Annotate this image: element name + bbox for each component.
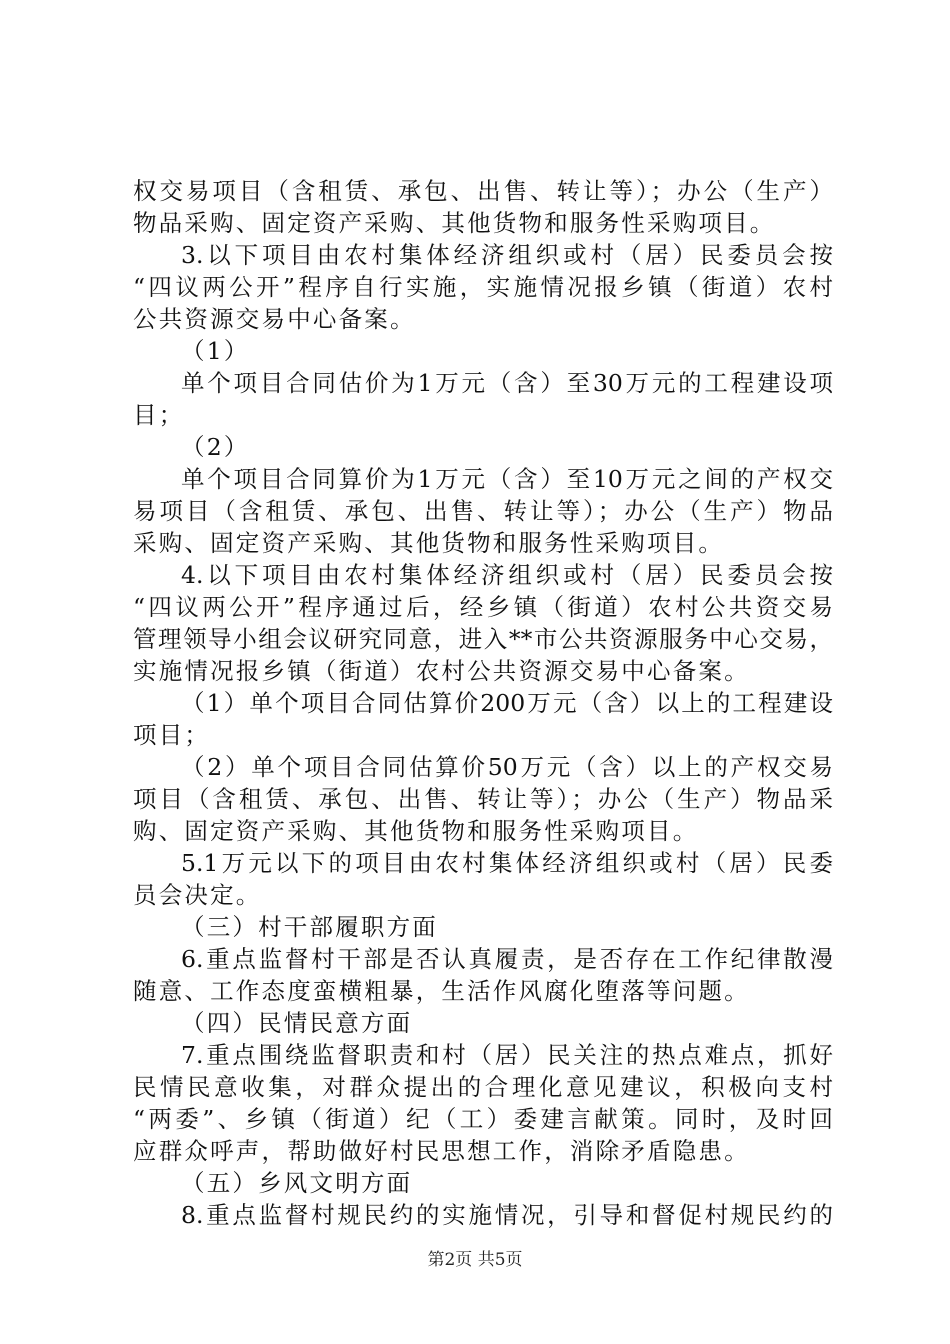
text-line: “两委”、乡镇（街道）纪（工）委建言献策。同时，及时回: [133, 1105, 833, 1133]
text-line: 8.重点监督村规民约的实施情况，引导和督促村规民约的: [181, 1201, 833, 1229]
text-line: 易项目（含租赁、承包、出售、转让等）；办公（生产）物品: [133, 497, 833, 525]
text-line: 管理领导小组会议研究同意，进入**市公共资源服务中心交易，: [133, 625, 833, 653]
text-line: 项目（含租赁、承包、出售、转让等）；办公（生产）物品采: [133, 785, 833, 813]
text-line: 购、固定资产采购、其他货物和服务性采购项目。: [133, 817, 699, 845]
text-line: 公共资源交易中心备案。: [133, 305, 416, 333]
text-line: 7.重点围绕监督职责和村（居）民关注的热点难点，抓好: [181, 1041, 833, 1069]
text-line: 员会决定。: [133, 881, 262, 909]
text-line: 物品采购、固定资产采购、其他货物和服务性采购项目。: [133, 209, 776, 237]
text-line: 实施情况报乡镇（街道）农村公共资源交易中心备案。: [133, 657, 750, 685]
text-line: 随意、工作态度蛮横粗暴，生活作风腐化堕落等问题。: [133, 977, 750, 1005]
section-heading: （三）村干部履职方面: [181, 913, 438, 941]
text-line: 单个项目合同估价为1万元（含）至30万元的工程建设项: [181, 369, 833, 397]
text-line: 单个项目合同算价为1万元（含）至10万元之间的产权交: [181, 465, 833, 493]
text-line: 5.1万元以下的项目由农村集体经济组织或村（居）民委: [181, 849, 833, 877]
text-line: 民情民意收集，对群众提出的合理化意见建议，积极向支村: [133, 1073, 833, 1101]
text-line: 采购、固定资产采购、其他货物和服务性采购项目。: [133, 529, 725, 557]
page-number-footer: 第2页 共5页: [427, 1250, 523, 1270]
text-line: 项目；: [133, 721, 211, 749]
text-line: 目；: [133, 401, 185, 429]
section-heading: （四）民情民意方面: [181, 1009, 413, 1037]
text-line: 4.以下项目由农村集体经济组织或村（居）民委员会按: [181, 561, 833, 589]
text-line: 3.以下项目由农村集体经济组织或村（居）民委员会按: [181, 241, 833, 269]
text-line: （1）单个项目合同估算价200万元（含）以上的工程建设: [181, 689, 833, 717]
text-line: 应群众呼声，帮助做好村民思想工作，消除矛盾隐患。: [133, 1137, 750, 1165]
section-heading: （五）乡风文明方面: [181, 1169, 413, 1197]
text-line: （2）单个项目合同估算价50万元（含）以上的产权交易: [181, 753, 833, 781]
text-line: “四议两公开”程序自行实施，实施情况报乡镇（街道）农村: [133, 273, 833, 301]
text-line: “四议两公开”程序通过后，经乡镇（街道）农村公共资交易: [133, 593, 833, 621]
text-line: 权交易项目（含租赁、承包、出售、转让等）；办公（生产）: [133, 177, 833, 205]
text-line: （1）: [181, 337, 250, 365]
text-line: 6.重点监督村干部是否认真履责，是否存在工作纪律散漫: [181, 945, 833, 973]
text-line: （2）: [181, 433, 250, 461]
